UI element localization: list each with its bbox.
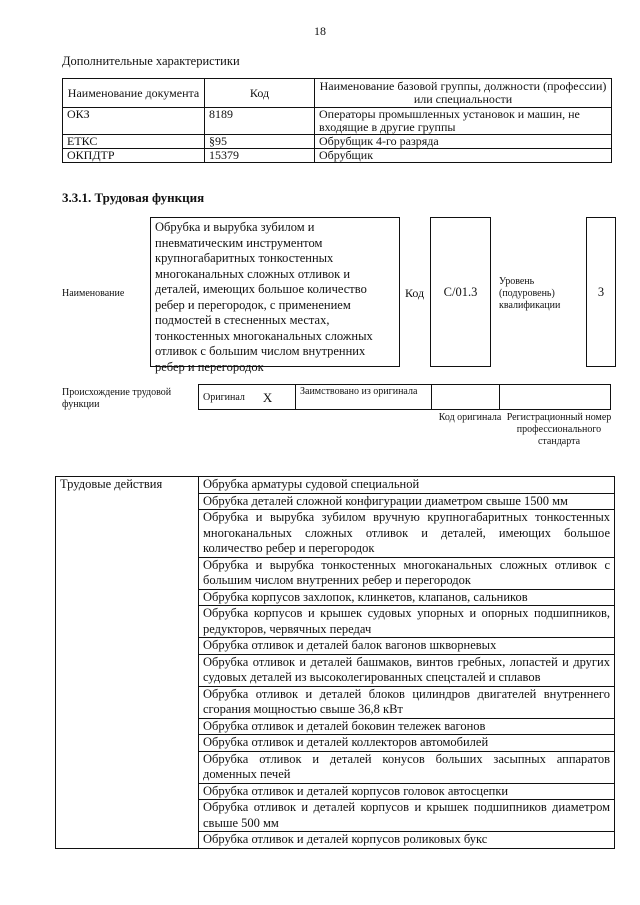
cell-name: Операторы промышленных установок и машин, не входящие в другие группы xyxy=(315,108,612,135)
labor-action-item: Обрубка отливок и деталей корпусов роликовых букс xyxy=(199,832,615,849)
function-name-label: Наименование xyxy=(62,288,125,299)
borrowed-cell: Заимствовано из оригинала xyxy=(295,384,432,410)
function-name-box: Обрубка и вырубка зубилом и пневматическим инструментом крупногабаритных тонкостенных многоканальных сложных отливок и деталей, имеющих большое количество ребер и перегородок, с применением подмостей в стесненных местах, тонкостенных многоканальных сложных отливок с большим числом внутренних ребер и перегородок xyxy=(150,217,400,367)
labor-action-item: Обрубка отливок и деталей башмаков, винтов гребных, лопастей и других судовых деталей из высоколегированных спецсталей и сплавов xyxy=(199,654,615,686)
additional-characteristics-title: Дополнительные характеристики xyxy=(62,54,240,68)
cell-name: Обрубщик 4-го разряда xyxy=(315,135,612,149)
header-document-name: Наименование документа xyxy=(63,79,205,108)
original-cell xyxy=(198,384,296,410)
labor-actions-label: Трудовые действия xyxy=(56,477,199,849)
table-row xyxy=(63,108,612,135)
origin-label: Происхождение трудовой функции xyxy=(62,387,172,410)
cell-code: 8189 xyxy=(205,108,315,135)
table-row xyxy=(63,135,612,149)
cell-code: 15379 xyxy=(205,149,315,163)
qualification-level-value: 3 xyxy=(597,285,605,299)
classifier-table xyxy=(62,78,612,163)
original-mark: X xyxy=(262,389,273,405)
cell-document: ЕТКС xyxy=(63,135,205,149)
function-code-box xyxy=(430,217,491,367)
original-code-cell xyxy=(431,384,500,410)
labor-action-item: Обрубка отливок и деталей боковин тележек вагонов xyxy=(199,718,615,735)
labor-action-item: Обрубка отливок и деталей корпусов головок автосцепки xyxy=(199,783,615,800)
labor-action-item: Обрубка отливок и деталей коллекторов автомобилей xyxy=(199,735,615,752)
header-code: Код xyxy=(205,79,315,108)
labor-action-item: Обрубка корпусов захлопок, клинкетов, клапанов, сальников xyxy=(199,589,615,606)
table-row xyxy=(56,477,615,494)
original-code-caption: Код оригинала xyxy=(438,412,502,423)
section-title: 3.3.1. Трудовая функция xyxy=(62,190,205,205)
cell-document: ОКЗ xyxy=(63,108,205,135)
labor-action-item: Обрубка деталей сложной конфигурации диаметром свыше 1500 мм xyxy=(199,493,615,510)
labor-actions-table xyxy=(55,476,615,849)
page-number: 18 xyxy=(314,24,326,38)
registration-number-cell xyxy=(499,384,611,410)
cell-code: §95 xyxy=(205,135,315,149)
labor-action-item: Обрубка отливок и деталей балок вагонов шкворневых xyxy=(199,638,615,655)
qualification-level-box xyxy=(586,217,616,367)
function-code-value: С/01.3 xyxy=(443,285,478,299)
header-group-name: Наименование базовой группы, должности (профессии) или специальности xyxy=(315,79,612,108)
labor-action-item: Обрубка и вырубка тонкостенных многоканальных сложных отливок с большим числом внутренних ребер и перегородок xyxy=(199,557,615,589)
labor-action-item: Обрубка корпусов и крышек судовых упорных и опорных подшипников, редукторов, червячных передач xyxy=(199,606,615,638)
origin-row xyxy=(198,384,611,410)
cell-document: ОКПДТР xyxy=(63,149,205,163)
labor-action-item: Обрубка отливок и деталей корпусов и крышек подшипников диаметром свыше 500 мм xyxy=(199,800,615,832)
function-code-label: Код xyxy=(405,286,425,300)
labor-action-item: Обрубка отливок и деталей блоков цилиндров двигателей внутреннего сгорания мощностью свыше 36,8 кВт xyxy=(199,686,615,718)
labor-action-item: Обрубка отливок и деталей конусов больших засыпных аппаратов доменных печей xyxy=(199,751,615,783)
labor-action-item: Обрубка и вырубка зубилом вручную крупногабаритных тонкостенных многоканальных сложных отливок и деталей, имеющих большое количество ребер и перегородок xyxy=(199,510,615,558)
labor-action-item: Обрубка арматуры судовой специальной xyxy=(199,477,615,494)
cell-name: Обрубщик xyxy=(315,149,612,163)
original-label: Оригинал xyxy=(203,391,245,403)
table-row xyxy=(63,149,612,163)
registration-number-caption: Регистрационный номер профессионального стандарта xyxy=(506,412,612,447)
qualification-level-label: Уровень (подуровень) квалификации xyxy=(499,276,561,311)
classifier-header-row xyxy=(63,79,612,108)
